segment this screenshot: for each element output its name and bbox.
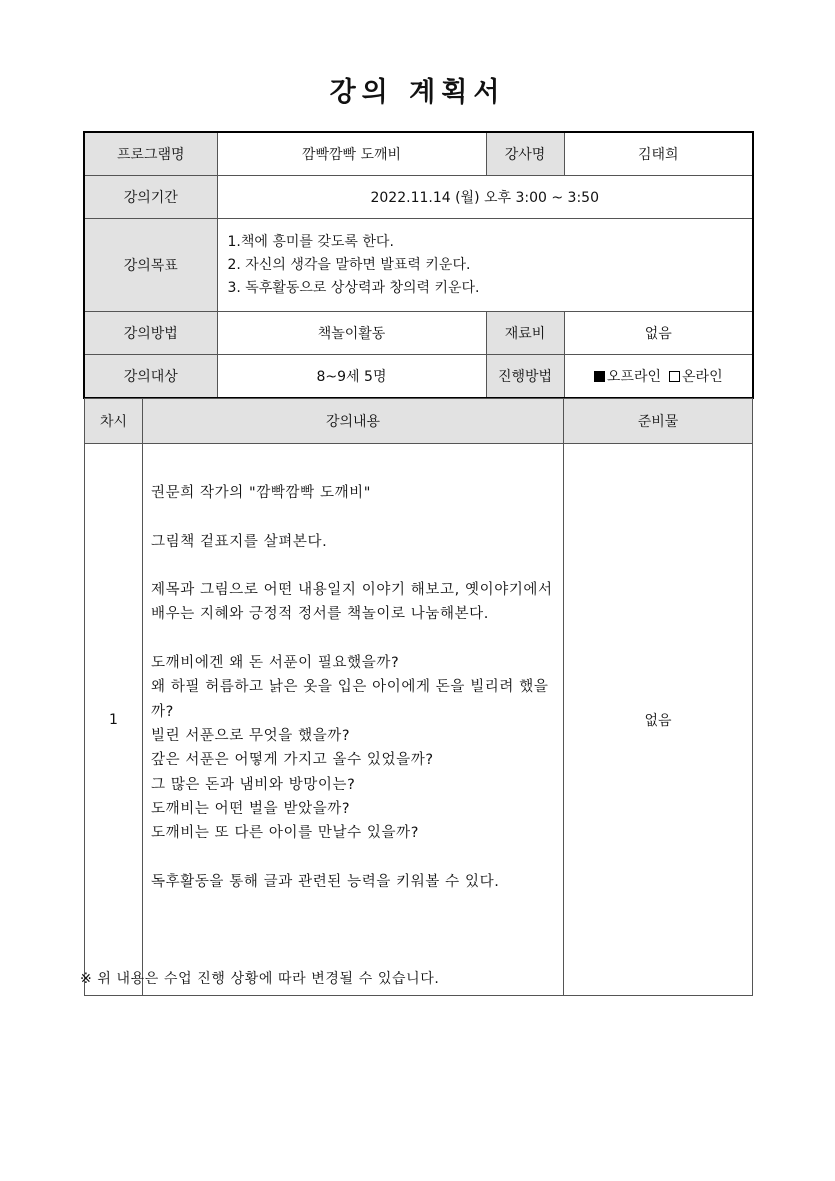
content-line: 갚은 서푼은 어떻게 가지고 올수 있었을까? — [151, 752, 434, 769]
content-line: 그림책 겉표지를 살펴본다. — [151, 533, 328, 550]
plan-table — [84, 398, 753, 996]
period-label: 강의기간 — [84, 176, 217, 219]
method-value: 책놀이활동 — [217, 312, 486, 355]
offline-checkbox[interactable] — [594, 371, 605, 382]
target-value: 8~9세 5명 — [217, 355, 486, 399]
content-line: 도깨비는 또 다른 아이를 만날수 있을까? — [151, 825, 420, 842]
period-value: 2022.11.14 (월) 오후 3:00 ~ 3:50 — [217, 176, 753, 219]
target-label: 강의대상 — [84, 355, 217, 399]
instructor-label: 강사명 — [486, 132, 564, 176]
session-number: 1 — [85, 444, 143, 996]
content-line: 빌린 서푼으로 무엇을 했을까? — [151, 727, 351, 744]
program-label: 프로그램명 — [84, 132, 217, 176]
online-checkbox[interactable] — [669, 371, 680, 382]
info-table — [83, 131, 754, 399]
materials-value: 없음 — [564, 444, 753, 996]
progress-options — [564, 355, 753, 399]
material-fee-label: 재료비 — [486, 312, 564, 355]
content-header: 강의내용 — [143, 399, 564, 444]
program-value: 깜빡깜빡 도깨비 — [217, 132, 486, 176]
materials-header: 준비물 — [564, 399, 753, 444]
goal-label: 강의목표 — [84, 219, 217, 312]
progress-label: 진행방법 — [486, 355, 564, 399]
paragraph-gap — [151, 505, 555, 529]
material-fee-value: 없음 — [564, 312, 753, 355]
content-line: 도깨비는 어떤 벌을 받았을까? — [151, 800, 351, 817]
content-line: 도깨비에겐 왜 돈 서푼이 필요했을까? — [151, 655, 400, 672]
method-label: 강의방법 — [84, 312, 217, 355]
online-label: 온라인 — [682, 369, 723, 385]
goal-item: 1.책에 흥미를 갖도록 한다. — [227, 233, 394, 250]
paragraph-gap — [151, 627, 555, 651]
footnote: ※ 위 내용은 수업 진행 상황에 따라 변경될 수 있습니다. — [80, 971, 440, 987]
session-header: 차시 — [85, 399, 143, 444]
offline-label: 오프라인 — [606, 369, 662, 385]
lesson-content — [143, 444, 564, 996]
paragraph-gap — [151, 554, 555, 578]
page-title: 강의 계획서 — [329, 77, 506, 108]
goal-list — [217, 219, 753, 312]
content-line: 권문희 작가의 "깜빡깜빡 도깨비" — [151, 485, 372, 501]
content-line: 독후활동을 통해 글과 관련된 능력을 키워볼 수 있다. — [151, 873, 500, 890]
content-line: 왜 하필 허름하고 낡은 옷을 입은 아이에게 돈을 빌리려 했을까? — [151, 679, 549, 720]
content-line: 제목과 그림으로 어떤 내용일지 이야기 해보고, 옛이야기에서 배우는 지혜와 긍정적 정서를 책놀이로 나눔해본다. — [151, 582, 553, 623]
instructor-value: 김태희 — [564, 132, 753, 176]
paragraph-gap — [151, 845, 555, 869]
goal-item: 2. 자신의 생각을 말하면 발표력 키운다. — [227, 256, 471, 273]
goal-item: 3. 독후활동으로 상상력과 창의력 키운다. — [227, 279, 480, 296]
content-line: 그 많은 돈과 냄비와 방망이는? — [151, 776, 356, 793]
